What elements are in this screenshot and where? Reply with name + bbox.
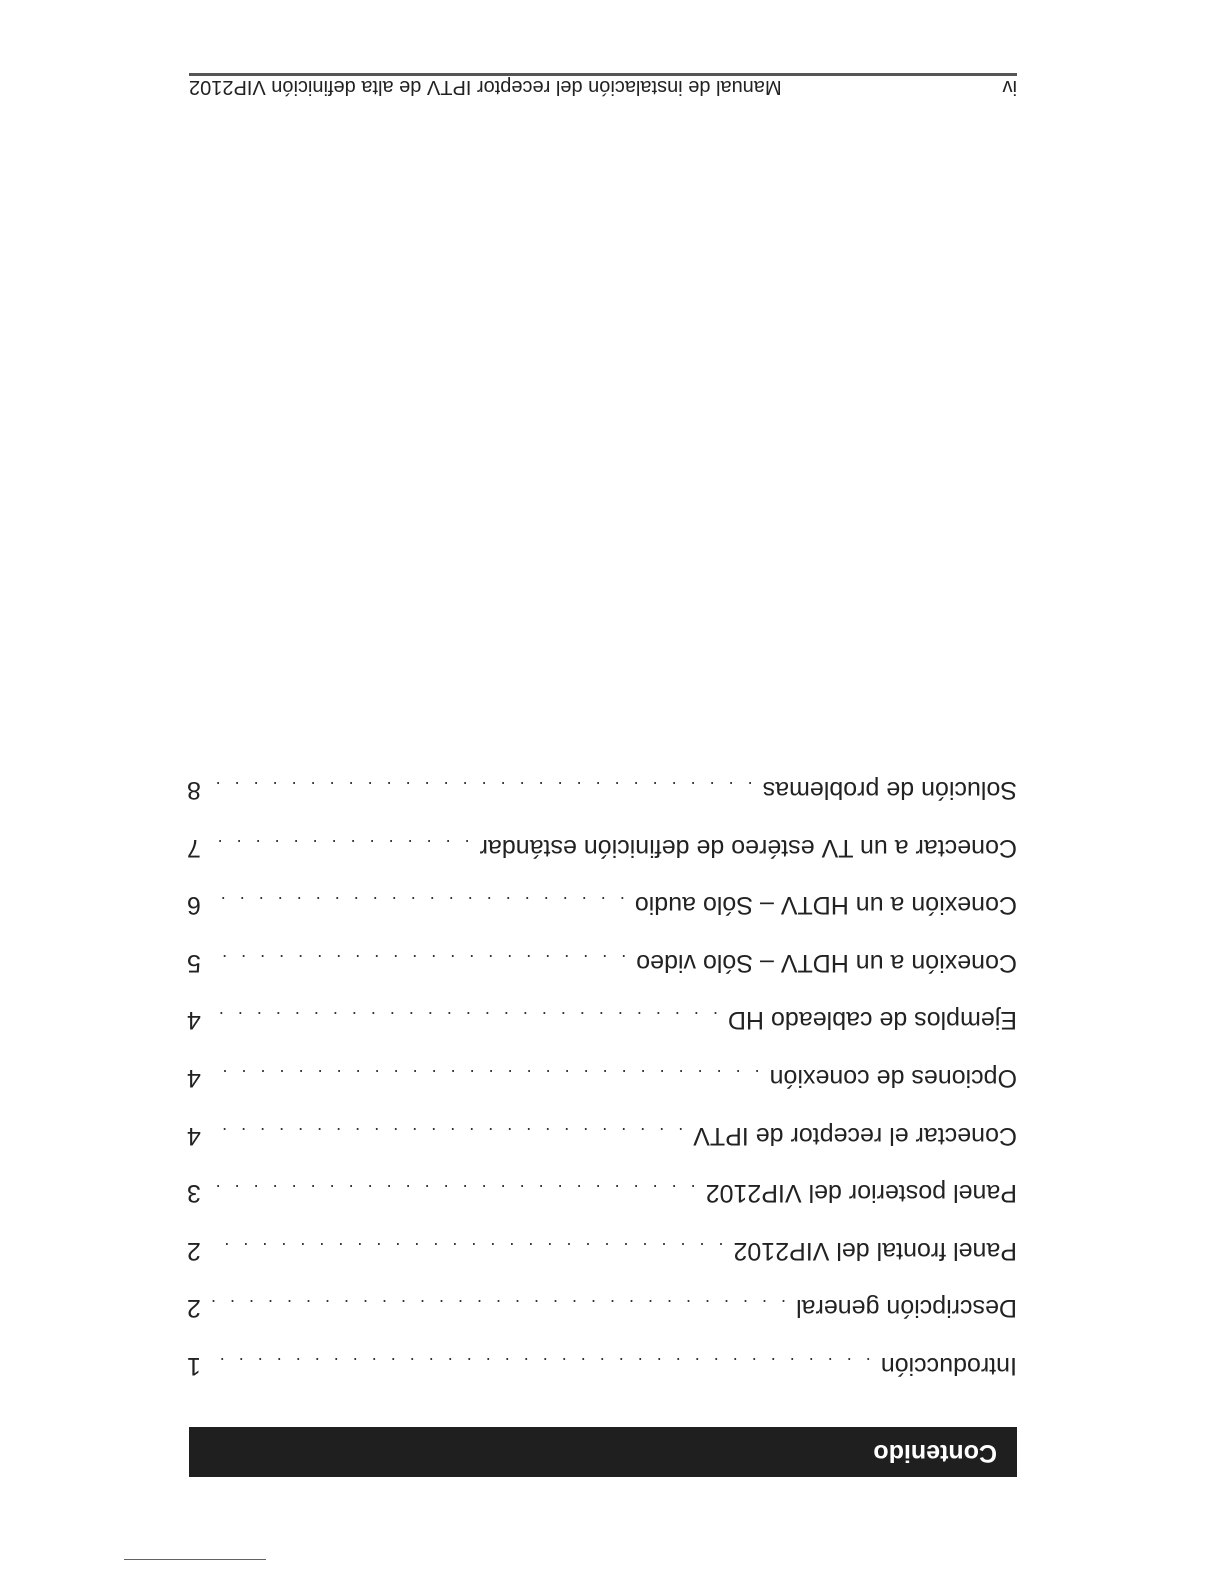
toc-entry[interactable] [187, 977, 1017, 1035]
toc-entry-page: 2 [187, 1294, 201, 1323]
toc-leader-dots [211, 1180, 696, 1201]
toc-entry[interactable] [187, 1265, 1017, 1323]
toc-entry-label: Panel posterior del VIP2102 [705, 1179, 1017, 1208]
toc-entry[interactable] [187, 1034, 1017, 1092]
section-banner [189, 1427, 1017, 1477]
toc-entry-page: 5 [187, 948, 201, 977]
table-of-contents [187, 746, 1017, 1380]
toc-leader-dots [211, 950, 626, 971]
toc-entry-label: Solución de problemas [762, 776, 1017, 805]
header-title: Manual de instalación del receptor IPTV de alta definición VIP2102 [189, 76, 782, 98]
toc-entry[interactable] [187, 746, 1017, 804]
toc-entry-page: 1 [187, 1352, 201, 1380]
toc-leader-dots [211, 777, 753, 798]
header-page-number: iv [1002, 76, 1017, 98]
toc-entry[interactable] [187, 1322, 1017, 1380]
toc-entry-label: Conectar el receptor de IPTV [693, 1121, 1017, 1150]
toc-entry-label: Conexión a un HDTV – Sólo video [636, 948, 1017, 977]
toc-leader-dots [211, 1007, 718, 1028]
toc-leader-dots [211, 1295, 786, 1316]
toc-leader-dots [211, 1123, 683, 1144]
link-underline-rule [124, 1559, 266, 1560]
toc-entry-label: Opciones de conexión [769, 1064, 1017, 1093]
toc-entry-label: Conectar a un TV estéreo de definición estándar [479, 833, 1017, 862]
toc-entry[interactable] [187, 1092, 1017, 1150]
toc-entry-label: Introducción [880, 1352, 1017, 1380]
toc-leader-dots [211, 1238, 723, 1259]
toc-entry[interactable] [187, 1207, 1017, 1265]
toc-entry-page: 8 [187, 776, 201, 805]
toc-entry[interactable] [187, 804, 1017, 862]
toc-entry[interactable] [187, 1150, 1017, 1208]
toc-entry-page: 4 [187, 1006, 201, 1035]
toc-entry[interactable] [187, 919, 1017, 977]
toc-entry-page: 7 [187, 833, 201, 862]
toc-leader-dots [211, 835, 470, 856]
toc-entry-label: Descripción general [796, 1294, 1017, 1323]
running-header [189, 73, 1017, 98]
toc-entry-label: Ejemplos de cableado HD [727, 1006, 1017, 1035]
toc-entry-page: 4 [187, 1121, 201, 1150]
toc-entry-label: Panel frontal del VIP2102 [733, 1236, 1017, 1265]
section-heading: Contenido [873, 1439, 997, 1467]
toc-entry-page: 3 [187, 1179, 201, 1208]
toc-entry[interactable] [187, 862, 1017, 920]
toc-leader-dots [211, 1353, 871, 1374]
toc-leader-dots [211, 1065, 760, 1086]
toc-leader-dots [211, 892, 625, 913]
toc-entry-page: 4 [187, 1064, 201, 1093]
toc-entry-page: 6 [187, 891, 201, 920]
toc-entry-label: Conexión a un HDTV – Sólo audio [634, 891, 1017, 920]
toc-entry-page: 2 [187, 1236, 201, 1265]
